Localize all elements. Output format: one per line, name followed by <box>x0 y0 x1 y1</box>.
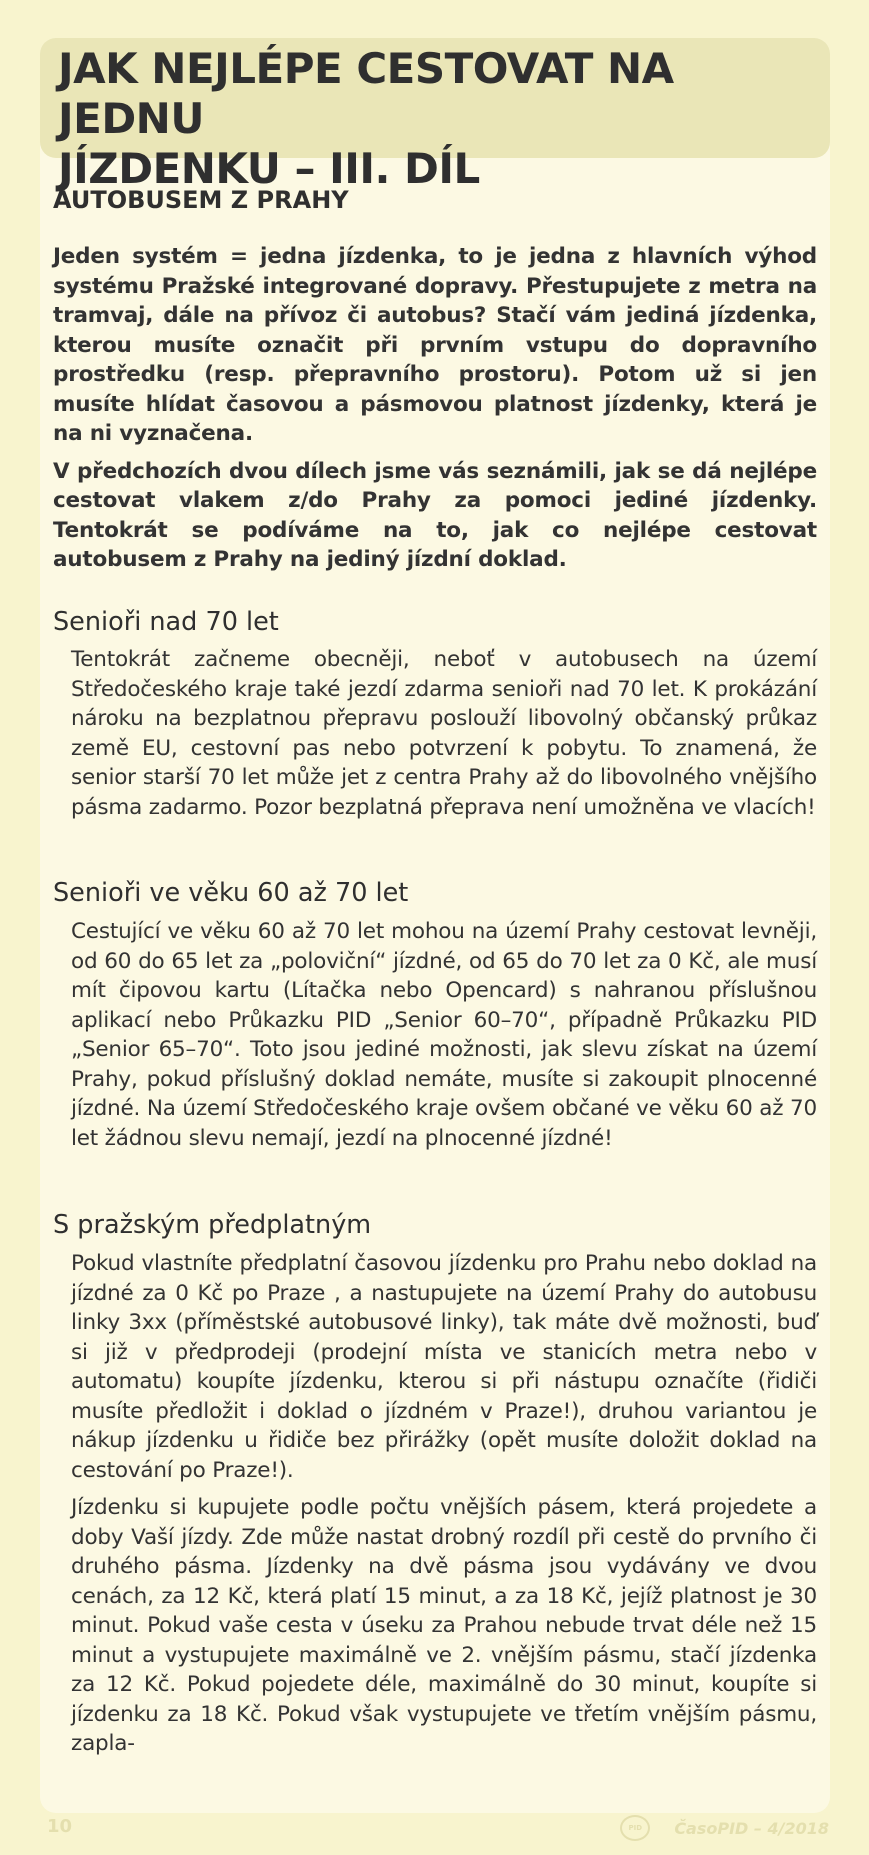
body-paragraph: Jízdenku si kupujete podle počtu vnějších pásem, která projedete a doby Vaší jízdy. Zde může nastat drobný rozdíl při cestě do prvního či druhého pásma. Jízdenky na dvě pásma jsou vydávány ve dvou cenách, za 12 Kč, která platí 15 minut, a za 18 Kč, jejíž platnost je 30 minut. Pokud vaše cesta v úseku za Prahou nebude trvat déle než 15 minut a vystupujete maximálně ve 2. vnějším pásmu, stačí jízdenka za 12 Kč. Pokud pojedete déle, maximálně do 30 minut, koupíte si jízdenku za 18 Kč. Pokud však vystupujete ve třetím vnějším pásmu, zapla- <box>71 1495 817 1756</box>
pid-logo-icon: PID <box>620 1815 650 1841</box>
section-title: AUTOBUSEM Z PRAHY <box>53 186 349 214</box>
title-line-1: JAK NEJLÉPE CESTOVAT NA JEDNU <box>58 44 674 143</box>
issue-number: 4/2018 <box>767 1818 829 1838</box>
magazine-name: ČasoPID – 4/2018 <box>674 1818 829 1838</box>
page-title <box>58 44 818 194</box>
body-paragraph: Tentokrát začneme obecněji, neboť v autobusech na území Středočeského kraje také jezdí zdarma senioři nad 70 let. K prokázání nároku na bezplatnou přepravu poslouží libovolný občanský průkaz země EU, cestovní pas nebo potvrzení k pobytu. To znamená, že senior starší 70 let může jet z centra Prahy až do libovolného vnějšího pásma zadarmo. Pozor bezplatná přeprava není umožněna ve vlacích! <box>71 647 817 820</box>
subsection-body-prague-pass <box>71 1249 817 1767</box>
body-paragraph: Pokud vlastníte předplatní časovou jízdenku pro Prahu nebo doklad na jízdné za 0 Kč po Praze , a nastupujete na území Prahy do autobusu linky 3xx (příměstské autobusové linky), tak máte dvě možnosti, buď si již v předprodeji (prodejní místa ve stanicích metra nebo v automatu) koupíte jízdenku, kterou si při nástupu označíte (řidiči musíte předložit i doklad o jízdném v Praze!), druhou variantou je nákup jízdenku u řidiče bez přirážky (opět musíte doložit doklad na cestování po Praze!). <box>71 1251 817 1483</box>
subsection-heading-prague-pass: S pražským předplatným <box>53 1210 372 1240</box>
page-number: 10 <box>47 1816 73 1837</box>
body-paragraph: Cestující ve věku 60 až 70 let mohou na území Prahy cestovat levněji, od 60 do 65 let za „poloviční“ jízdné, od 65 do 70 let za 0 Kč, ale musí mít čipovou kartu (Lítačka nebo Opencard) s nahranou příslušnou aplikací nebo Průkazku PID „Senior 60–70“, případně Průkazku PID „Senior 65–70“. Toto jsou jediné možnosti, jak slevu získat na území Prahy, pokud příslušný doklad nemáte, musíte si zakoupit plnocenné jízdné. Na území Středočeského kraje ovšem občané ve věku 60 až 70 let žádnou slevu nemají, jezdí na plnocenné jízdné! <box>71 919 817 1151</box>
subsection-heading-seniors-70: Senioři nad 70 let <box>53 607 279 637</box>
subsection-body-seniors-60-70 <box>71 917 817 1161</box>
intro-paragraph: V předchozích dvou dílech jsme vás seznámili, jak se dá nejlépe cestovat vlakem z/do Prahy za pomoci jediné jízdenky. Tentokrát se podíváme na to, jak co nejlépe cestovat autobusem z Prahy na jediný jízdní doklad. <box>53 458 817 572</box>
intro-paragraph: Jeden systém = jedna jízdenka, to je jedna z hlavních výhod systému Pražské integrované dopravy. Přestupujete z metra na tramvaj, dále na přívoz či autobus? Stačí vám jediná jízdenka, kterou musíte označit při prvním vstupu do dopravního prostředku (resp. přepravního prostoru). Potom už si jen musíte hlídat časovou a pásmovou platnost jízdenky, která je na ni vyznačena. <box>53 244 817 446</box>
intro-text <box>53 242 817 583</box>
subsection-heading-seniors-60-70: Senioři ve věku 60 až 70 let <box>53 878 409 908</box>
subsection-body-seniors-70 <box>71 645 817 830</box>
footer-masthead <box>620 1815 829 1841</box>
title-line-2: JÍZDENKU – III. DÍL <box>58 144 480 193</box>
